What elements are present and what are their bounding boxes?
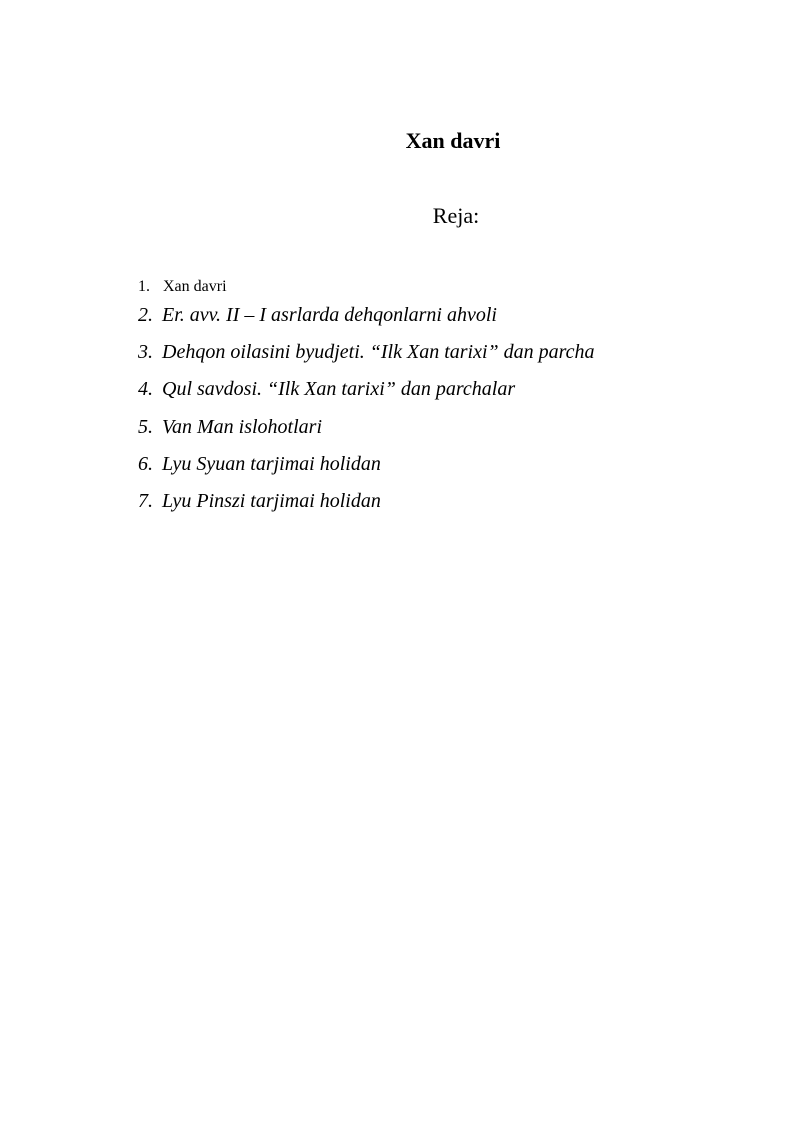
plan-list <box>138 276 595 525</box>
list-item <box>138 339 595 376</box>
list-item-number: 5. <box>138 415 153 438</box>
list-item-number: 7. <box>138 489 153 512</box>
list-item-text: Lyu Syuan tarjimai holidan <box>162 452 381 475</box>
list-item <box>138 488 595 525</box>
list-item-number: 6. <box>138 452 153 475</box>
list-item <box>138 451 595 488</box>
list-item-text: Qul savdosi. “Ilk Xan tarixi” dan parchalar <box>162 378 516 401</box>
list-item-number: 3. <box>138 341 153 364</box>
list-item <box>138 414 595 451</box>
list-item-number: 4. <box>138 378 153 401</box>
list-item <box>138 302 595 339</box>
list-item-text: Dehqon oilasini byudjeti. “Ilk Xan tarixi” dan parcha <box>162 341 595 364</box>
list-item-number: 2. <box>138 304 153 326</box>
list-item <box>138 276 595 302</box>
list-item-text: Van Man islohotlari <box>162 415 323 438</box>
list-item-text: Er. avv. II – I asrlarda dehqonlarni ahvoli <box>162 304 497 326</box>
plan-heading: Reja: <box>432 203 480 228</box>
list-item <box>138 376 595 413</box>
list-item-text: Lyu Pinszi tarjimai holidan <box>162 489 381 512</box>
page-title: Xan davri <box>405 128 501 153</box>
list-item-number: 1. <box>138 278 150 295</box>
list-item-text: Xan davri <box>163 278 227 295</box>
